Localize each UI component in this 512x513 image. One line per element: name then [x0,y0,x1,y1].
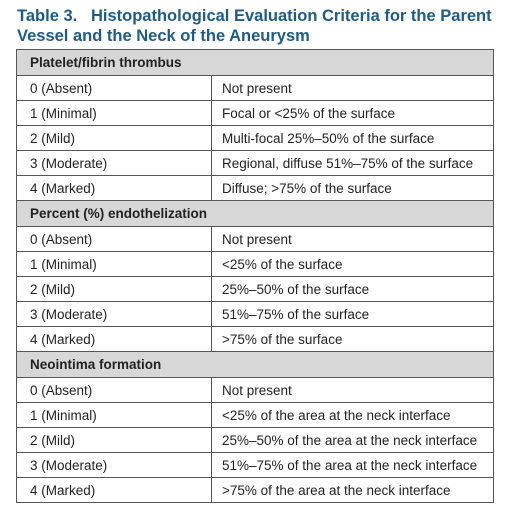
table-row [17,403,494,428]
section-header: Platelet/fibrin thrombus [17,50,494,76]
description-cell: Not present [212,378,494,403]
section-header-row [17,352,494,378]
description-cell: <25% of the area at the neck interface [212,403,494,428]
grade-cell: 1 (Minimal) [17,252,212,277]
table-row [17,378,494,403]
grade-cell: 3 (Moderate) [17,151,212,176]
table-row [17,277,494,302]
description-cell: 51%–75% of the area at the neck interface [212,453,494,478]
grade-cell: 0 (Absent) [17,378,212,403]
table-title [17,6,507,46]
table-row [17,126,494,151]
table-row [17,76,494,101]
table-row [17,227,494,252]
table-row [17,428,494,453]
table-row [17,327,494,352]
description-cell: Focal or <25% of the surface [212,101,494,126]
grade-cell: 2 (Mild) [17,428,212,453]
table-row [17,453,494,478]
description-cell: 51%–75% of the surface [212,302,494,327]
grade-cell: 1 (Minimal) [17,403,212,428]
description-cell: Multi-focal 25%–50% of the surface [212,126,494,151]
grade-cell: 3 (Moderate) [17,302,212,327]
grade-cell: 0 (Absent) [17,227,212,252]
table-row [17,101,494,126]
grade-cell: 0 (Absent) [17,76,212,101]
grade-cell: 2 (Mild) [17,277,212,302]
table-row [17,176,494,201]
table-row [17,151,494,176]
table-title-line-1: Table 3. Histopathological Evaluation Criteria for the Parent [17,7,492,25]
grade-cell: 3 (Moderate) [17,453,212,478]
criteria-table [16,49,494,503]
grade-cell: 2 (Mild) [17,126,212,151]
table-row [17,302,494,327]
description-cell: >75% of the area at the neck interface [212,478,494,503]
table-row [17,478,494,503]
description-cell: Regional, diffuse 51%–75% of the surface [212,151,494,176]
grade-cell: 4 (Marked) [17,478,212,503]
table-title-line-2: Vessel and the Neck of the Aneurysm [17,27,310,45]
section-header-row [17,50,494,76]
description-cell: <25% of the surface [212,252,494,277]
section-header: Neointima formation [17,352,494,378]
grade-cell: 1 (Minimal) [17,101,212,126]
description-cell: Diffuse; >75% of the surface [212,176,494,201]
grade-cell: 4 (Marked) [17,327,212,352]
description-cell: 25%–50% of the surface [212,277,494,302]
description-cell: 25%–50% of the area at the neck interface [212,428,494,453]
description-cell: Not present [212,76,494,101]
section-header: Percent (%) endothelization [17,201,494,227]
grade-cell: 4 (Marked) [17,176,212,201]
table-row [17,252,494,277]
section-header-row [17,201,494,227]
description-cell: >75% of the surface [212,327,494,352]
description-cell: Not present [212,227,494,252]
